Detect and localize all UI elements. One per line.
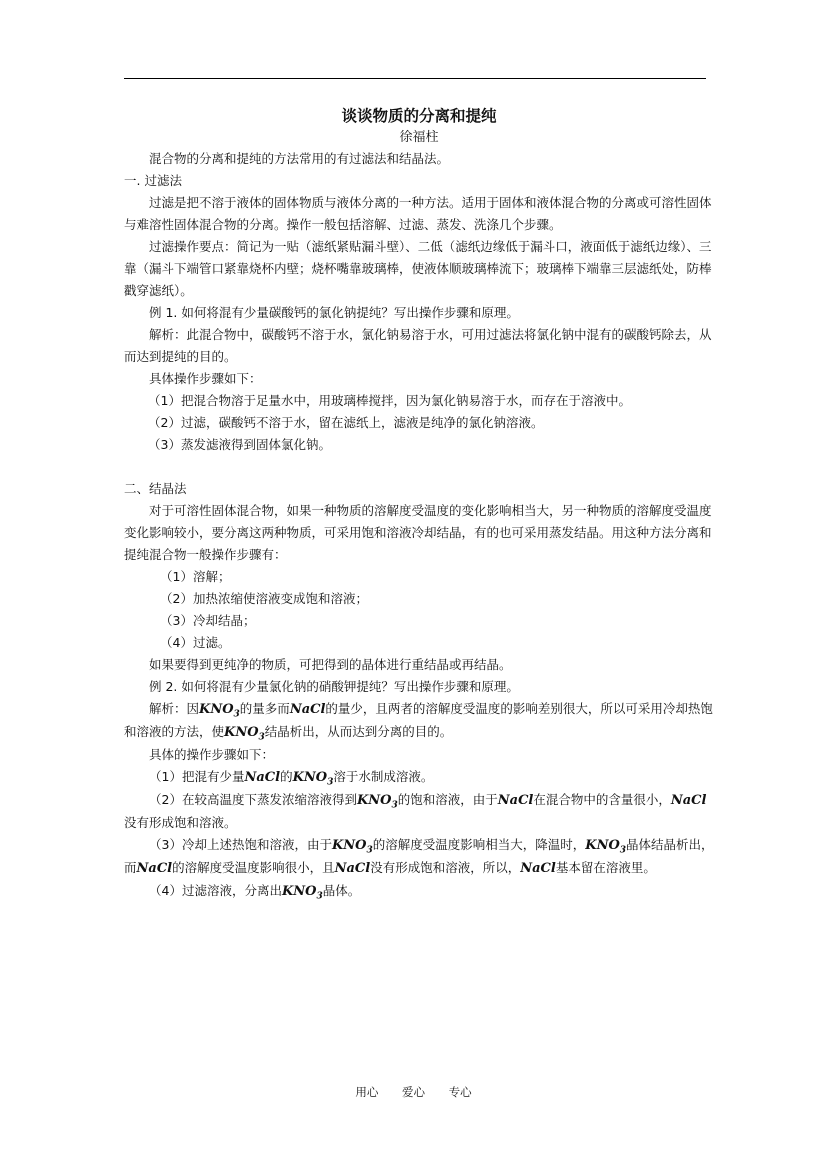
filtration-paragraph: 过滤是把不溶于液体的固体物质与液体分离的一种方法。适用于固体和液体混合物的分离或可溶性固体与难溶性固体混合物的分离。操作一般包括溶解、过滤、蒸发、洗涤几个步骤。	[124, 195, 712, 232]
text-run: （2）在较高温度下蒸发浓缩溶液得到	[149, 792, 357, 807]
formula-base: KNO	[199, 702, 234, 717]
formula-subscript: 3	[366, 845, 373, 856]
section-heading-filtration: 一. 过滤法	[124, 173, 182, 188]
formula-base: KNO	[224, 725, 259, 740]
crystallization-step: （4）过滤。	[160, 635, 231, 650]
example-1-step: （1）把混合物溶于足量水中，用玻璃棒搅拌，因为氯化钠易溶于水，而存在于溶液中。	[148, 393, 631, 408]
text-run: 的溶解度受温度影响很小，且	[172, 860, 335, 875]
text-run: 解析：因	[149, 701, 200, 716]
chem-formula-kno3	[331, 838, 373, 856]
chem-formula-kno3	[224, 725, 265, 743]
example-1-steps-title: 具体操作步骤如下：	[149, 371, 262, 386]
formula-subscript: 3	[316, 891, 323, 902]
example-2-step	[124, 880, 714, 903]
example-1-step: （3）蒸发滤液得到固体氯化钠。	[148, 437, 331, 452]
document-title: 谈谈物质的分离和提纯	[341, 107, 497, 125]
example-2-step	[124, 766, 714, 789]
chem-formula-nacl: NaCl	[244, 770, 281, 785]
chem-formula-kno3	[281, 884, 323, 902]
chem-formula-nacl: NaCl	[136, 861, 173, 876]
spacer	[124, 456, 714, 478]
formula-subscript: 3	[258, 732, 265, 743]
section-heading-crystallization: 二、结晶法	[124, 481, 187, 496]
document-body	[124, 98, 714, 903]
formula-base: KNO	[281, 884, 317, 899]
header-rule	[124, 78, 706, 79]
text-run: 在混合物中的含量很小，	[533, 792, 671, 807]
text-run: 的量多而	[239, 701, 290, 716]
formula-subscript: 3	[619, 845, 627, 856]
chem-formula-kno3	[356, 793, 398, 811]
chem-formula-kno3	[199, 702, 240, 720]
formula-subscript: 3	[327, 777, 334, 788]
example-1-question: 例 1. 如何将混有少量碳酸钙的氯化钠提纯？写出操作步骤和原理。	[149, 305, 519, 320]
text-run: （4）过滤溶液，分离出	[149, 883, 282, 898]
text-run: （3）冷却上述热饱和溶液，由于	[149, 837, 332, 852]
text-run: 晶体。	[322, 883, 361, 898]
text-run: 没有形成饱和溶液，所以，	[370, 860, 521, 875]
text-run: 的量少，且两者的溶解度受温度的影响差别很大，所以可采用冷却热饱和溶液的方法，使	[124, 701, 713, 739]
chem-formula-nacl: NaCl	[520, 861, 556, 876]
formula-subscript: 3	[391, 800, 398, 811]
recrystallization-note: 如果要得到更纯净的物质，可把得到的晶体进行重结晶或再结晶。	[149, 657, 512, 672]
formula-base: KNO	[292, 770, 328, 785]
crystallization-step: （3）冷却结晶；	[160, 613, 256, 628]
text-run: （1）把混有少量	[149, 769, 245, 784]
text-run: 的溶解度受温度影响相当大，降温时，	[372, 837, 586, 852]
author-name: 徐福柱	[399, 130, 439, 145]
example-2-step	[124, 834, 714, 880]
chem-formula-nacl: NaCl	[334, 861, 371, 876]
formula-base: KNO	[585, 838, 620, 853]
filtration-key-points: 过滤操作要点：简记为一贴（滤纸紧贴漏斗壁）、二低（滤纸边缘低于漏斗口，液面低于滤纸边缘）、三靠（漏斗下端管口紧靠烧杯内壁；烧杯嘴靠玻璃棒，使液体顺玻璃棒流下；玻璃棒下端靠三层滤纸处，防棒戳穿滤纸）。	[124, 239, 712, 298]
chem-formula-nacl: NaCl	[289, 702, 326, 717]
text-run: 结晶析出，从而达到分离的目的。	[264, 724, 453, 739]
chem-formula-kno3	[585, 838, 627, 856]
formula-base: KNO	[356, 793, 392, 808]
chem-formula-nacl: NaCl	[497, 793, 534, 808]
crystallization-step: （2）加热浓缩使溶液变成饱和溶液；	[160, 591, 368, 606]
example-1-step: （2）过滤，碳酸钙不溶于水，留在滤纸上，滤液是纯净的氯化钠溶液。	[148, 415, 544, 430]
chem-formula-kno3	[292, 770, 334, 788]
formula-subscript: 3	[233, 709, 240, 720]
text-run: 的饱和溶液，由于	[397, 792, 498, 807]
example-2-step	[124, 789, 714, 834]
formula-base: KNO	[331, 838, 367, 853]
intro-paragraph: 混合物的分离和提纯的方法常用的有过滤法和结晶法。	[149, 151, 450, 166]
example-2-steps-title: 具体的操作步骤如下：	[149, 747, 275, 762]
page-footer: 用心 爱心 专心	[355, 1085, 472, 1099]
text-run: 的	[280, 769, 293, 784]
example-2-question: 例 2. 如何将混有少量氯化钠的硝酸钾提纯？写出操作步骤和原理。	[149, 679, 519, 694]
example-2-analysis	[124, 698, 714, 744]
crystallization-paragraph: 对于可溶性固体混合物，如果一种物质的溶解度受温度的变化影响相当大，另一种物质的溶解度受温度变化影响较小，要分离这两种物质，可采用饱和溶液冷却结晶，有的也可采用蒸发结晶。用这种方法分离和提纯混合物一般操作步骤有：	[124, 503, 712, 562]
text-run: 没有形成饱和溶液。	[124, 815, 237, 830]
text-run: 基本留在溶液里。	[555, 860, 656, 875]
chem-formula-nacl: NaCl	[670, 793, 707, 808]
example-1-analysis: 解析：此混合物中，碳酸钙不溶于水，氯化钠易溶于水，可用过滤法将氯化钠中混有的碳酸钙除去，从而达到提纯的目的。	[124, 327, 712, 364]
text-run: 溶于水制成溶液。	[333, 769, 434, 784]
text-run: 晶体结晶析出，而	[124, 837, 714, 875]
crystallization-step: （1）溶解；	[160, 569, 231, 584]
